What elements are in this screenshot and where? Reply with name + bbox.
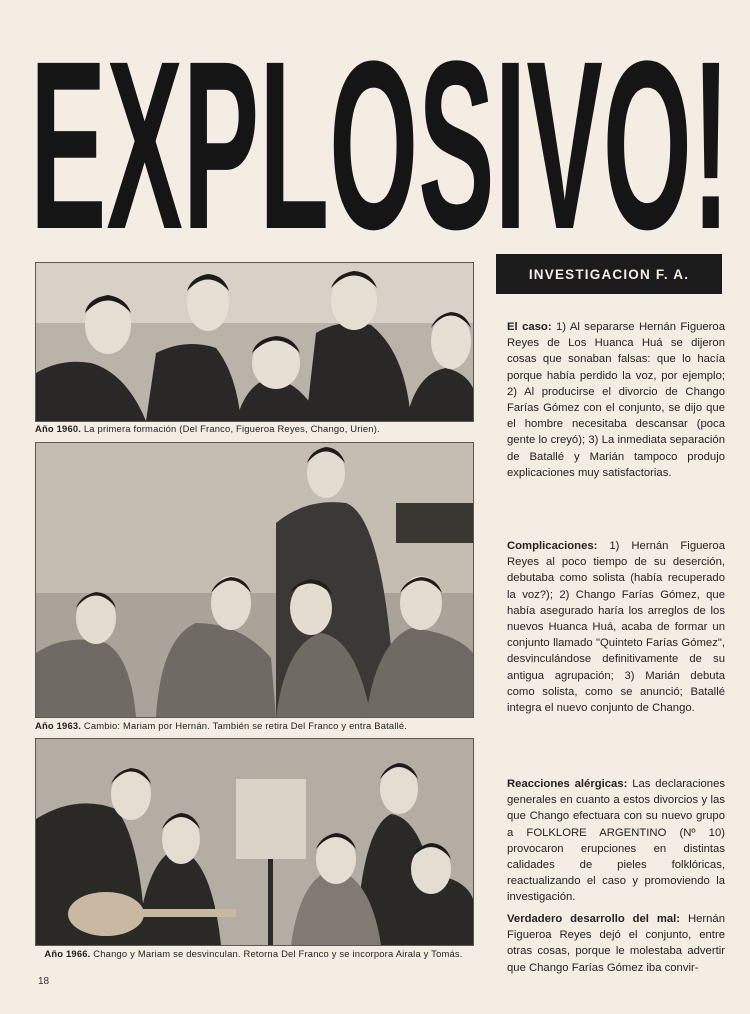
caption-1966: [35, 948, 472, 960]
photo-1966-group: [35, 738, 474, 946]
caption-text: Cambio: Mariam por Hernán. También se retira Del Franco y entra Batallé.: [81, 720, 408, 731]
headline-text: EXPLOSIVO!: [30, 28, 730, 238]
section-lead: El caso:: [507, 321, 552, 333]
section-text: Hernán Figueroa Reyes dejó el conjunto, entre otras cosas, porque le molestaba advertir que Chango Farías Gómez iba convir-: [507, 913, 725, 974]
section-banner: INVESTIGACION F. A.: [496, 254, 722, 294]
caption-year: Año 1960.: [35, 423, 82, 434]
caption-text: La primera formación (Del Franco, Figueroa Reyes, Chango, Urien).: [81, 423, 380, 434]
section-lead: Reacciones alérgicas:: [507, 778, 628, 790]
section-lead: Verdadero desarrollo del mal:: [507, 913, 681, 925]
caption-1963: [35, 720, 472, 732]
section-text: 1) Hernán Figueroa Reyes al poco tiempo de su deserción, debutaba como solista (había recuperado la voz?); 2) Chango Farías Gómez, que había asegurado haría los arreglos de los nuevos Huanca Huá, acaba de formar un conjunto llamado "Quinteto Farías Gómez", desvinculándose definitivamente de su antigua agrupación; 3) Marián debuta como solista, como se anunció; Batallé integra el nuevo conjunto de Chango.: [507, 540, 725, 715]
headline: [30, 28, 730, 238]
photo-1960-group: [35, 262, 474, 422]
section-text: 1) Al separarse Hernán Figueroa Reyes de Los Huanca Huá se dijeron cosas que sonaban falsas: que lo hacía porque había perdido la voz, por ejemplo; 2) Al producirse el divorcio de Chango Farías Gómez con el conjunto, se dijo que el hombre necesitaba descansar (poca gente lo creyó); 3) La inmediata separación de Batallé y Marián tampoco produjo explicaciones muy satisfactorias.: [507, 321, 725, 479]
page-number: 18: [38, 976, 50, 987]
caption-text: Chango y Mariam se desvinculan. Retorna Del Franco y se incorpora Airala y Tomás.: [90, 948, 463, 959]
section-complicaciones: [507, 538, 725, 716]
section-text: Las declaraciones generales en cuanto a estos divorcios y las que Chango efectuara con su nuevo grupo a FOLKLORE ARGENTINO (Nº 10) provocaron erupciones en distintas calidades de pieles folklóricas, reactualizando el caso y promoviendo la investigación.: [507, 778, 725, 904]
caption-year: Año 1963.: [35, 720, 82, 731]
section-el-caso: [507, 319, 725, 481]
section-desarrollo: [507, 911, 725, 976]
section-reacciones: [507, 776, 725, 906]
caption-year: Año 1966.: [44, 948, 91, 959]
photo-1963-group: [35, 442, 474, 718]
section-lead: Complicaciones:: [507, 540, 598, 552]
caption-1960: [35, 423, 472, 435]
